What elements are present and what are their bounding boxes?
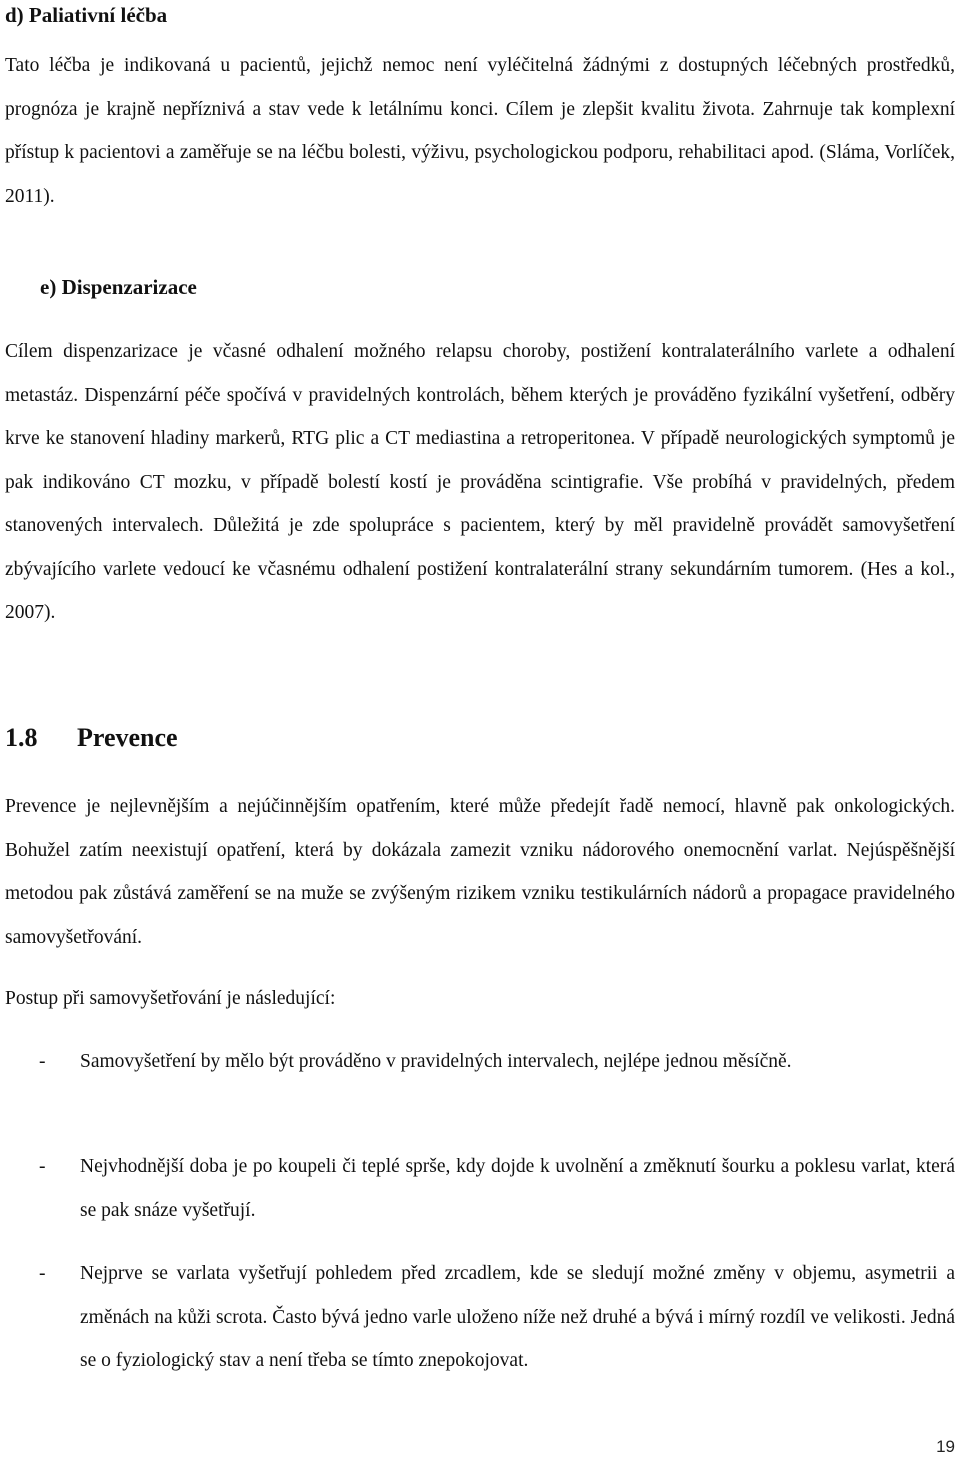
paragraph-postup-intro: Postup při samovyšetřování je následující: [5, 988, 336, 1009]
section-number: 1.8 [5, 723, 38, 752]
list-item-text: Samovyšetření by mělo být prováděno v pravidelných intervalech, nejlépe jednou měsíčně. [80, 1051, 792, 1072]
list-dash: - [39, 1156, 46, 1177]
list-item-text: Nejprve se varlata vyšetřují pohledem před zrcadlem, kde se sledují možné změny v objemu, asymetrii a změnách na kůži scrota. Často bývá jedno varle uloženo níže než druhé a bývá i mírný rozdíl ve velikosti. Jedná se o fyziologický stav a není třeba se tímto znepokojovat. [80, 1263, 955, 1371]
paragraph-dispenzarizace: Cílem dispenzarizace je včasné odhalení možného relapsu choroby, postižení kontralaterálního varlete a odhalení metastáz. Dispenzární péče spočívá v pravidelných kontrolách, během kterých je prováděno fyzikální vyšetření, odběry krve ke stanovení hladiny markerů, RTG plic a CT mediastina a retroperitonea. V případě neurologických symptomů je pak indikováno CT mozku, v případě bolestí kostí je prováděna scintigrafie. Vše probíhá v pravidelných, předem stanovených intervalech. Důležitá je zde spolupráce s pacientem, který by měl pravidelně provádět samovyšetření zbývajícího varlete vedoucí ke včasnému odhalení postižení kontralaterální strany sekundárním tumorem. (Hes a kol., 2007). [5, 341, 955, 623]
list-item [5, 1145, 955, 1232]
page-number: 19 [936, 1437, 955, 1456]
list-dash: - [39, 1263, 46, 1284]
list-item-text: Nejvhodnější doba je po koupeli či teplé sprše, kdy dojde k uvolnění a změknutí šourku a poklesu varlat, která se pak snáze vyšetřují. [80, 1156, 955, 1221]
paragraph-prevence: Prevence je nejlevnějším a nejúčinnějším opatřením, které může předejít řadě nemocí, hlavně pak onkologických. Bohužel zatím neexistují opatření, která by dokázala zamezit vzniku nádorového onemocnění varlat. Nejúspěšnější metodou pak zůstává zaměření se na muže se zvýšeným rizikem vzniku testikulárních nádorů a propagace pravidelného samovyšetřování. [5, 796, 955, 948]
list-dash: - [39, 1051, 46, 1072]
section-title: Prevence [77, 723, 178, 752]
list-item [5, 1252, 955, 1383]
section-heading-prevence [5, 718, 178, 758]
list-item [5, 1040, 955, 1084]
section-heading-paliativni-lecba: d) Paliativní léčba [5, 3, 168, 27]
section-heading-dispenzarizace: e) Dispenzarizace [40, 275, 197, 299]
paragraph-paliativni-lecba: Tato léčba je indikovaná u pacientů, jejichž nemoc není vyléčitelná žádnými z dostupných léčebných prostředků, prognóza je krajně nepříznivá a stav vede k letálnímu konci. Cílem je zlepšit kvalitu života. Zahrnuje tak komplexní přístup k pacientovi a zaměřuje se na léčbu bolesti, výživu, psychologickou podporu, rehabilitaci apod. (Sláma, Vorlíček, 2011). [5, 55, 955, 207]
